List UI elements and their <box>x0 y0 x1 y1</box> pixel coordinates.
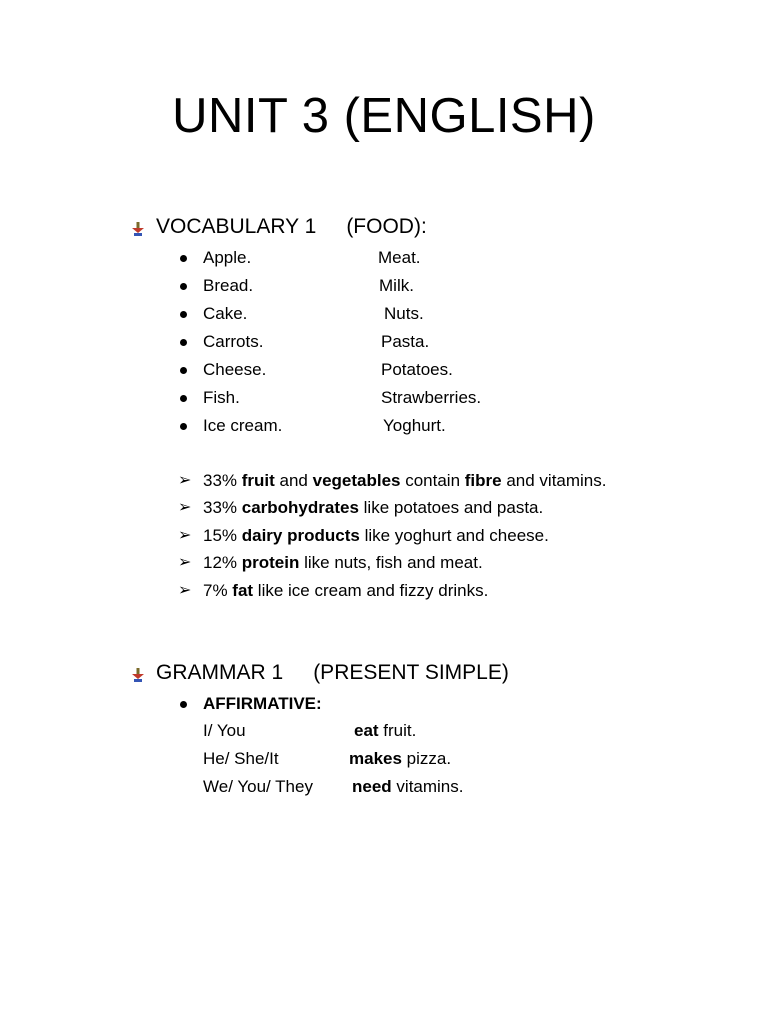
grammar-object: fruit. <box>378 721 417 740</box>
grammar-object: pizza. <box>401 749 452 768</box>
grammar-heading-label: GRAMMAR 1 <box>156 661 284 684</box>
fact-keyword: protein <box>241 553 300 572</box>
vocab-word-left: Cheese. <box>203 360 267 379</box>
grammar-predicate <box>354 720 416 742</box>
vocab-word-right: Nuts. <box>384 304 424 323</box>
fact-text: 33% <box>203 498 242 517</box>
vocab-word-right: Pasta. <box>381 332 430 351</box>
section-marker-icon <box>132 668 144 682</box>
grammar-verb: makes <box>349 749 402 768</box>
vocabulary-heading <box>132 214 427 240</box>
fact-text: 12% <box>203 553 242 572</box>
vocab-word-right: Strawberries. <box>381 388 482 407</box>
vocabulary-heading-label: VOCABULARY 1 <box>156 215 317 238</box>
bullet-icon <box>180 339 187 346</box>
fact-keyword: dairy products <box>241 526 360 545</box>
vocab-word-left: Apple. <box>203 248 252 267</box>
vocab-word-left: Carrots. <box>203 332 264 351</box>
vocab-word-right: Yoghurt. <box>383 416 446 435</box>
vocab-word-right: Potatoes. <box>381 360 453 379</box>
grammar-heading <box>132 660 509 686</box>
vocab-word-left: Ice cream. <box>203 416 283 435</box>
fact-keyword: fibre <box>464 471 502 490</box>
vocab-word-left: Cake. <box>203 304 248 323</box>
section-marker-icon <box>132 222 144 236</box>
fact-keyword: carbohydrates <box>241 498 359 517</box>
fact-text: and <box>274 471 313 490</box>
grammar-verb: eat <box>354 721 379 740</box>
fact-item <box>203 552 483 574</box>
fact-text: 7% <box>203 581 233 600</box>
fact-keyword: fruit <box>241 471 275 490</box>
fact-item <box>203 580 488 602</box>
fact-item <box>203 525 549 547</box>
fact-text: like potatoes and pasta. <box>358 498 544 517</box>
fact-keyword: fat <box>232 581 254 600</box>
grammar-predicate <box>352 776 463 798</box>
fact-text: like ice cream and fizzy drinks. <box>253 581 489 600</box>
arrow-bullet-icon: ➢ <box>178 527 192 544</box>
arrow-bullet-icon: ➢ <box>178 499 192 516</box>
fact-keyword: vegetables <box>312 471 401 490</box>
vocab-word-left: Bread. <box>203 276 254 295</box>
page-title: UNIT 3 (ENGLISH) <box>172 89 596 143</box>
arrow-bullet-icon: ➢ <box>178 554 192 571</box>
grammar-subject: He/ She/It <box>203 749 279 768</box>
vocab-word-right: Meat. <box>378 248 421 267</box>
vocab-word-right: Milk. <box>379 276 414 295</box>
vocab-word-left: Fish. <box>203 388 240 407</box>
vocabulary-heading-subtitle: (FOOD): <box>346 215 427 238</box>
fact-text: 33% <box>203 471 242 490</box>
grammar-subject: We/ You/ They <box>203 777 313 796</box>
fact-text: like nuts, fish and meat. <box>299 553 483 572</box>
fact-text: 15% <box>203 526 242 545</box>
grammar-predicate <box>349 748 451 770</box>
bullet-icon <box>180 701 187 708</box>
bullet-icon <box>180 255 187 262</box>
bullet-icon <box>180 283 187 290</box>
bullet-icon <box>180 367 187 374</box>
fact-text: contain <box>400 471 465 490</box>
arrow-bullet-icon: ➢ <box>178 582 192 599</box>
bullet-icon <box>180 395 187 402</box>
affirmative-label: AFFIRMATIVE: <box>203 694 322 713</box>
fact-text: and vitamins. <box>501 471 607 490</box>
grammar-subject: I/ You <box>203 721 246 740</box>
grammar-heading-subtitle: (PRESENT SIMPLE) <box>313 661 509 684</box>
arrow-bullet-icon: ➢ <box>178 472 192 489</box>
bullet-icon <box>180 311 187 318</box>
fact-text: like yoghurt and cheese. <box>359 526 549 545</box>
grammar-object: vitamins. <box>391 777 464 796</box>
fact-item <box>203 470 607 492</box>
grammar-verb: need <box>352 777 392 796</box>
fact-item <box>203 497 543 519</box>
bullet-icon <box>180 423 187 430</box>
